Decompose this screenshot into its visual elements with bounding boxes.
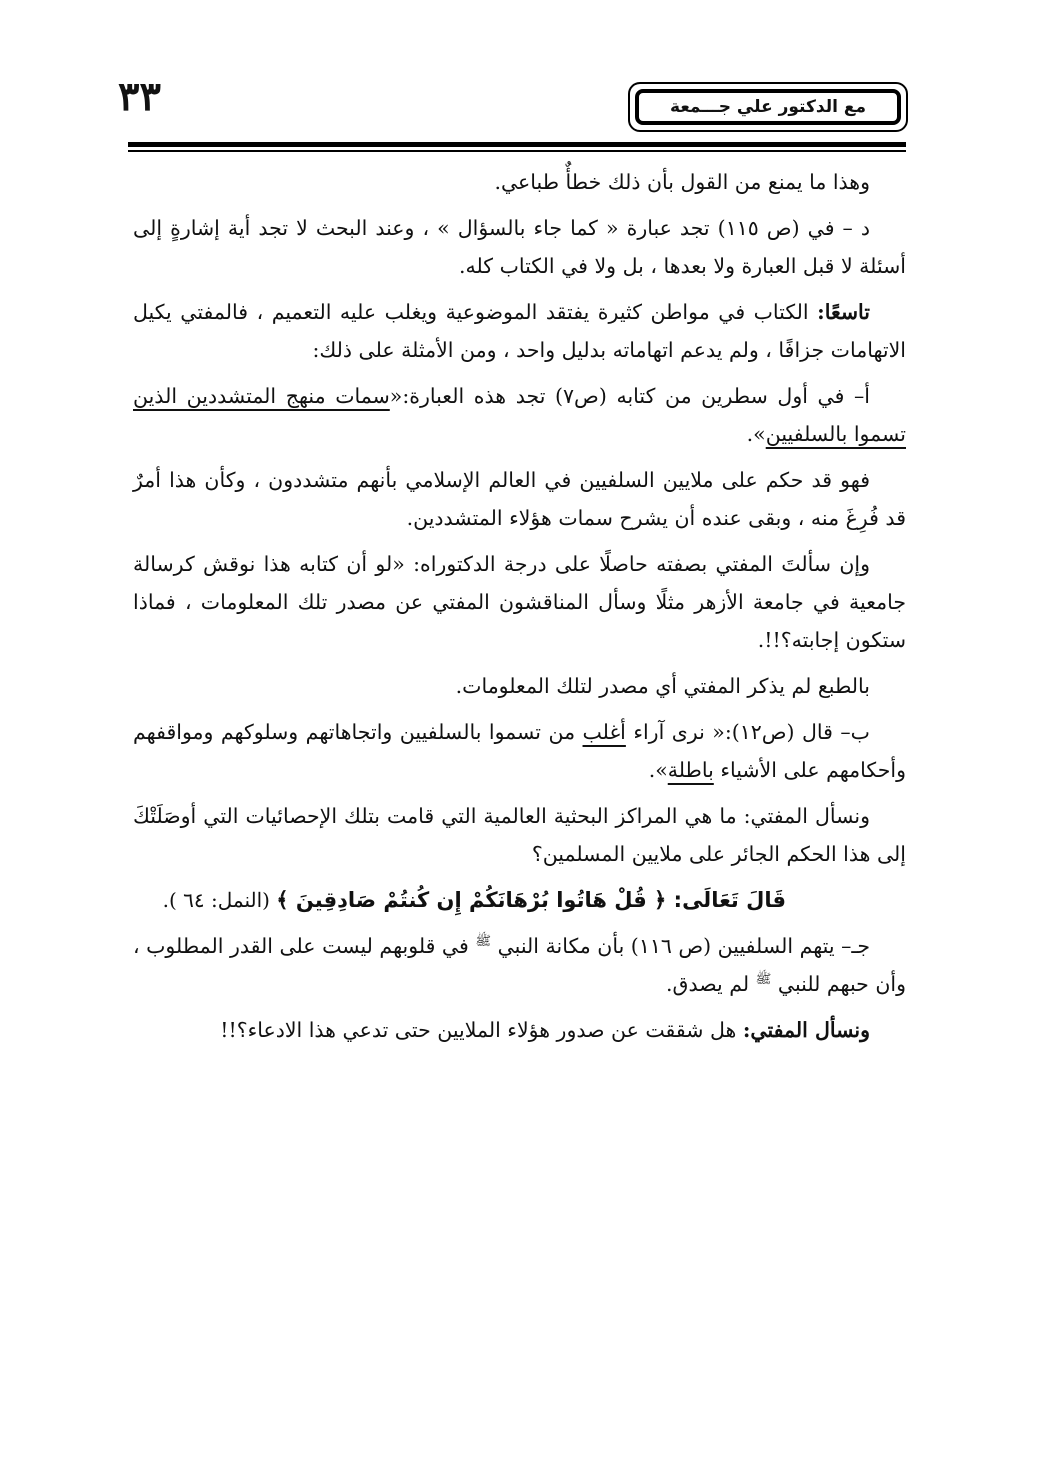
- paragraph-8-text-b: من تسموا بالسلفيين واتجاهاتهم وسلوكهم ومواقفهم وأحكامهم على الأشياء: [133, 720, 906, 782]
- paragraph-6: وإن سألتَ المفتي بصفته حاصلًا على درجة الدكتوراه: «لو أن كتابه هذا نوقش كرسالة جامعية في جامعة الأزهر مثلًا وسأل المناقشون المفتي عن مصدر تلك المعلومات ، فماذا ستكون إجابته؟!!.: [133, 552, 906, 652]
- paragraph-8: [133, 713, 906, 789]
- paragraph-11-lead: ونسأل المفتي:: [742, 1018, 870, 1042]
- running-header-title: مع الدكتور علي جـــمعة: [670, 97, 866, 117]
- paragraph-2: د – في (ص ١١٥) تجد عبارة « كما جاء بالسؤال » ، وعند البحث لا تجد أية إشارةٍ إلى أسئلة لا قبل العبارة ولا بعدها ، بل ولا في الكتاب كله.: [133, 216, 906, 278]
- running-header-inner-frame: [635, 89, 901, 125]
- quran-quote: [133, 881, 906, 919]
- quran-quote-text: قَالَ تَعَالَى: ﴿ قُلْ هَاتُوا بُرْهَانَكُمْ إِن كُنتُمْ صَادِقِينَ ﴾: [276, 888, 786, 912]
- paragraph-3-text: الكتاب في مواطن كثيرة يفتقد الموضوعية ويغلب عليه التعميم ، فالمفتي يكيل الاتهامات جزافًا ، ولم يدعم اتهاماته بدليل واحد ، ومن الأمثلة على ذلك:: [133, 300, 906, 362]
- paragraph-8-underlined-word-1: أغلب: [582, 720, 626, 744]
- quran-quote-reference: (النمل: ٦٤ ).: [162, 888, 277, 912]
- paragraph-3-lead: تاسعًا:: [817, 300, 870, 324]
- paragraph-4-end: ».: [746, 422, 766, 446]
- running-header-frame: [628, 82, 908, 132]
- paragraph-7: بالطبع لم يذكر المفتي أي مصدر لتلك المعلومات.: [455, 674, 870, 698]
- paragraph-8-underlined-word-2: باطلة: [667, 758, 714, 782]
- paragraph-8-end: ».: [648, 758, 668, 782]
- paragraph-4: [133, 377, 906, 453]
- paragraph-10: [133, 927, 906, 1003]
- paragraph-11-text: هل شققت عن صدور هؤلاء الملايين حتى تدعي هذا الادعاء؟!!: [220, 1018, 743, 1042]
- paragraph-1: وهذا ما يمنع من القول بأن ذلك خطأٌ طباعي.: [494, 170, 870, 194]
- paragraph-4-text: أ– في أول سطرين من كتابه (ص٧) تجد هذه العبارة:«: [389, 384, 870, 408]
- paragraph-4-underlined-quote: سمات منهج المتشددين الذين تسموا بالسلفيين: [133, 384, 906, 446]
- paragraph-11: [133, 1011, 906, 1049]
- paragraph-5: فهو قد حكم على ملايين السلفيين في العالم الإسلامي بأنهم متشددون ، وكأن هذا أمرٌ قد فُرِغَ منه ، وبقى عنده أن يشرح سمات هؤلاء المتشددين.: [133, 468, 906, 530]
- salawat-glyph-2: ﷺ: [755, 972, 772, 988]
- page-body: [133, 163, 906, 1057]
- paragraph-10-text-a: جـ– يتهم السلفيين (ص ١١٦) بأن مكانة النبي: [491, 934, 871, 958]
- salawat-glyph-1: ﷺ: [475, 934, 492, 950]
- header-rule-thick: [128, 142, 906, 147]
- paragraph-8-text-a: ب– قال (ص١٢):« نرى آراء: [625, 720, 870, 744]
- header-rule-thin: [128, 150, 906, 152]
- page-number: ٣٣: [118, 73, 161, 120]
- paragraph-10-text-b: في قلوبهم ليست على القدر المطلوب ، وأن حبهم للنبي: [133, 934, 906, 996]
- paragraph-10-text-c: لم يصدق.: [666, 972, 756, 996]
- paragraph-3: [133, 293, 906, 369]
- paragraph-9: ونسأل المفتي: ما هي المراكز البحثية العالمية التي قامت بتلك الإحصائيات التي أوصَلَتْكَ إلى هذا الحكم الجائر على ملايين المسلمين؟: [133, 804, 906, 866]
